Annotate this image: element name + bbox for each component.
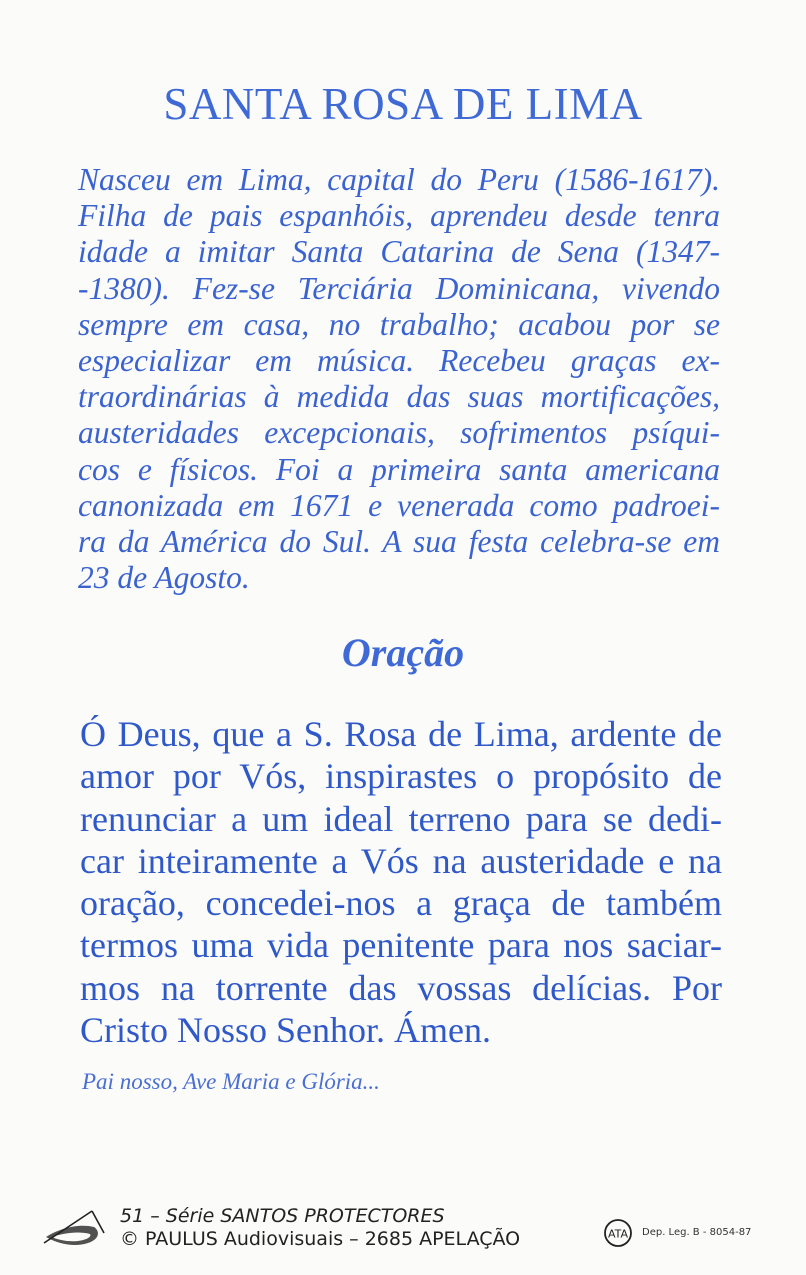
footer-credits bbox=[120, 1205, 520, 1251]
bio-line: cos e físicos. Foi a primeira santa americana bbox=[78, 451, 720, 487]
svg-text:ATA: ATA bbox=[607, 1227, 629, 1241]
series-label: 51 – Série SANTOS PROTECTORES bbox=[120, 1205, 445, 1227]
prayer-line: mos na torrente das vossas delícias. Por bbox=[80, 967, 722, 1008]
prayer-line: termos uma vida penitente para nos saciar- bbox=[80, 925, 722, 966]
bio-line: canonizada em 1671 e venerada como padroei- bbox=[78, 487, 720, 523]
prayer-heading: Oração bbox=[341, 630, 465, 675]
bio-line: 23 de Agosto. bbox=[78, 560, 250, 596]
prayer-line: car inteiramente a Vós na austeridade e na bbox=[80, 840, 722, 881]
bio-line: -1380). Fez-se Terciária Dominicana, vivendo bbox=[78, 270, 720, 306]
bio-line: Filha de pais espanhóis, aprendeu desde tenra bbox=[78, 198, 720, 234]
prayer-line: oração, concedei-nos a graça de também bbox=[80, 883, 722, 924]
bio-line: traordinárias à medida das suas mortificações, bbox=[78, 379, 720, 415]
biography bbox=[78, 162, 720, 596]
publisher-label: © PAULUS Audiovisuais – 2685 APELAÇÃO bbox=[120, 1228, 521, 1250]
prayer-line: Cristo Nosso Senhor. Ámen. bbox=[80, 1010, 492, 1051]
ata-seal-icon bbox=[603, 1218, 633, 1248]
card-title: SANTA ROSA DE LIMA bbox=[163, 79, 643, 129]
prayer-line: renunciar a um ideal terreno para se dedi- bbox=[80, 798, 722, 839]
bio-line: Nasceu em Lima, capital do Peru (1586-1617). bbox=[78, 162, 720, 197]
paulus-logo-icon bbox=[38, 1205, 108, 1250]
prayer-line: Ó Deus, que a S. Rosa de Lima, ardente de bbox=[80, 714, 722, 754]
legal-deposit: Dep. Leg. B - 8054-87 bbox=[642, 1227, 752, 1238]
bio-line: ra da América do Sul. A sua festa celebra-se em bbox=[78, 524, 720, 560]
bio-line: austeridades excepcionais, sofrimentos psíqui- bbox=[78, 415, 720, 451]
closing-prayers: Pai nosso, Ave Maria e Glória... bbox=[82, 1069, 380, 1094]
bio-line: especializar em música. Recebeu graças ex- bbox=[78, 343, 720, 379]
prayer-text bbox=[80, 713, 722, 1051]
bio-line: sempre em casa, no trabalho; acabou por se bbox=[78, 306, 720, 342]
bio-line: idade a imitar Santa Catarina de Sena (1347- bbox=[78, 234, 720, 270]
prayer-line: amor por Vós, inspirastes o propósito de bbox=[80, 756, 722, 797]
